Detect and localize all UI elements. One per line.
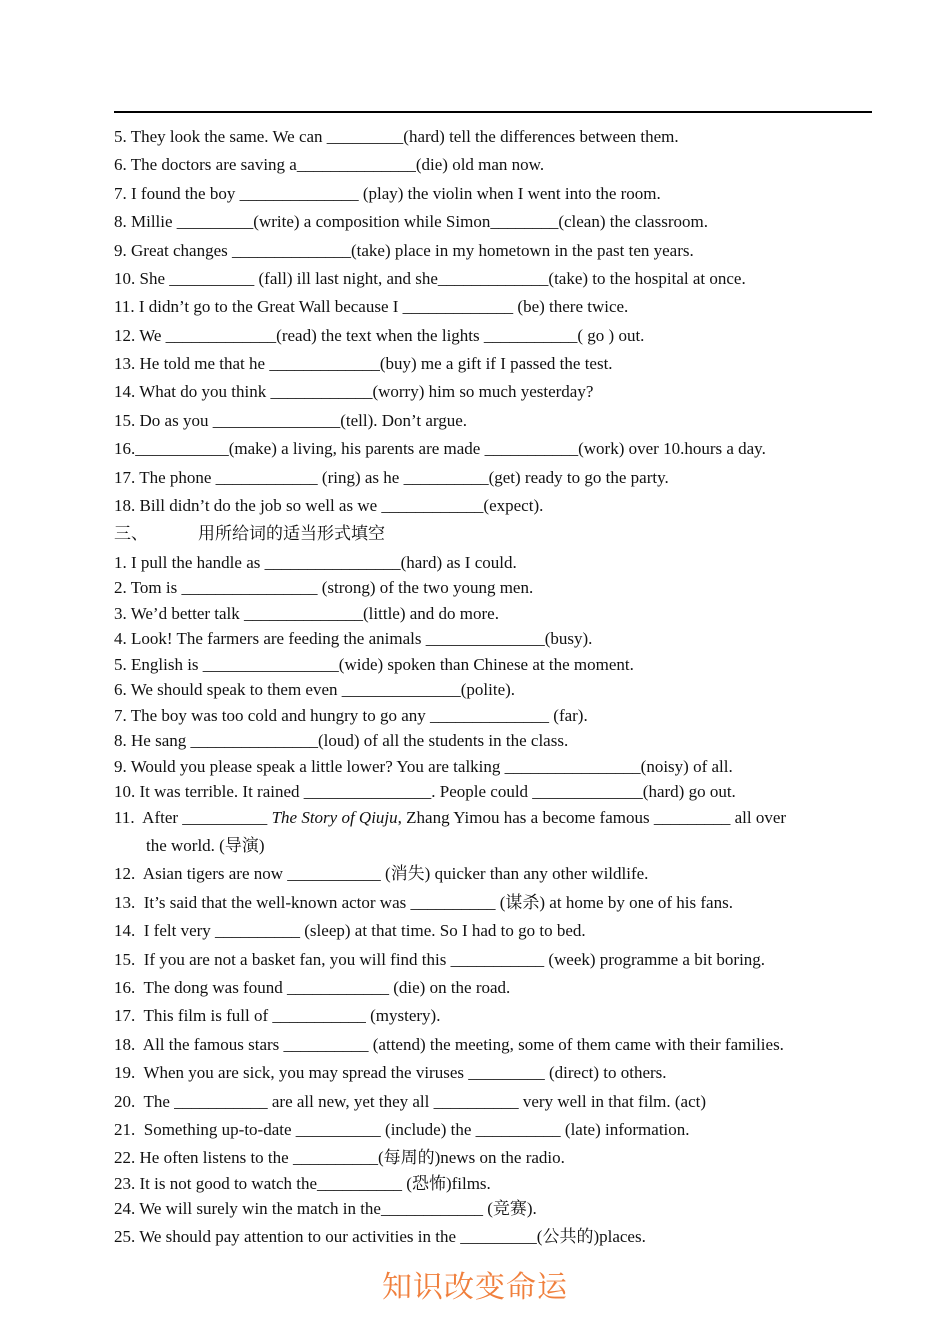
item-11-end: , Zhang Yimou has a become famous _________ all over	[397, 808, 787, 827]
exercise-b-item-6: 6. We should speak to them even ______________(polite).	[114, 680, 516, 699]
header-rule	[114, 111, 872, 113]
exercise-b-item-2: 2. Tom is ________________ (strong) of the two young men.	[114, 578, 534, 597]
exercise-b-item-14: 14. I felt very __________ (sleep) at that time. So I had to go to bed.	[114, 921, 586, 940]
exercise-a-item-9: 9. Great changes ______________(take) place in my hometown in the past ten years.	[114, 241, 694, 260]
exercise-a-item-5: 5. They look the same. We can _________(hard) tell the differences between them.	[114, 127, 679, 146]
exercise-a-item-14: 14. What do you think ____________(worry) him so much yesterday?	[114, 382, 594, 401]
exercise-a-item-6: 6. The doctors are saving a______________(die) old man now.	[114, 155, 545, 174]
section-title: 用所给词的适当形式填空	[198, 524, 385, 543]
exercise-b-item-16: 16. The dong was found ____________ (die) on the road.	[114, 978, 511, 997]
exercise-b-item-13: 13. It’s said that the well-known actor was __________ (谋杀) at home by one of his fans.	[114, 893, 733, 912]
item-11-start: 11. After __________	[114, 808, 272, 827]
exercise-b-item-3: 3. We’d better talk ______________(little) and do more.	[114, 604, 499, 623]
exercise-b-item-1: 1. I pull the handle as ________________(hard) as I could.	[114, 553, 517, 572]
exercise-a-item-12: 12. We _____________(read) the text when the lights ___________( go ) out.	[114, 326, 645, 345]
exercise-a-item-18: 18. Bill didn’t do the job so well as we ____________(expect).	[114, 496, 544, 515]
section-three-heading	[114, 524, 385, 544]
exercise-b-item-18: 18. All the famous stars __________ (attend) the meeting, some of them came with their families.	[114, 1035, 784, 1054]
exercise-b-item-10: 10. It was terrible. It rained _______________. People could _____________(hard) go out.	[114, 782, 736, 801]
film-title: The Story of Qiuju	[271, 808, 398, 827]
exercise-a-item-15: 15. Do as you _______________(tell). Don’t argue.	[114, 411, 468, 430]
exercise-a-item-17: 17. The phone ____________ (ring) as he __________(get) ready to go the party.	[114, 468, 669, 487]
exercise-b-item-4: 4. Look! The farmers are feeding the animals ______________(busy).	[114, 629, 593, 648]
exercise-b-item-24: 24. We will surely win the match in the____________ (竞赛).	[114, 1199, 537, 1218]
exercise-b-item-15: 15. If you are not a basket fan, you will find this ___________ (week) programme a bit boring.	[114, 950, 766, 969]
exercise-b-item-17: 17. This film is full of ___________ (mystery).	[114, 1006, 441, 1025]
section-number: 三、	[114, 524, 148, 543]
exercise-a-item-10: 10. She __________ (fall) ill last night, and she_____________(take) to the hospital at once.	[114, 269, 746, 288]
exercise-b-item-25: 25. We should pay attention to our activities in the _________(公共的)places.	[114, 1227, 646, 1246]
exercise-b-item-23: 23. It is not good to watch the__________ (恐怖)films.	[114, 1174, 491, 1193]
exercise-b-item-11	[114, 808, 786, 828]
exercise-a-item-16: 16.___________(make) a living, his parents are made ___________(work) over 10.hours a day.	[114, 439, 766, 458]
exercise-a-item-7: 7. I found the boy ______________ (play) the violin when I went into the room.	[114, 184, 661, 203]
exercise-b-item-20: 20. The ___________ are all new, yet they all __________ very well in that film. (act)	[114, 1092, 707, 1111]
exercise-a-item-13: 13. He told me that he _____________(buy) me a gift if I passed the test.	[114, 354, 613, 373]
exercise-b-item-7: 7. The boy was too cold and hungry to go any ______________ (far).	[114, 706, 588, 725]
footer-slogan: 知识改变命运	[382, 1270, 568, 1305]
exercise-b-item-11-continued: the world. (导演)	[146, 836, 265, 855]
exercise-b-item-12: 12. Asian tigers are now ___________ (消失) quicker than any other wildlife.	[114, 864, 649, 883]
exercise-b-item-19: 19. When you are sick, you may spread the viruses _________ (direct) to others.	[114, 1063, 667, 1082]
exercise-a-item-11: 11. I didn’t go to the Great Wall because I _____________ (be) there twice.	[114, 297, 629, 316]
exercise-b-item-5: 5. English is ________________(wide) spoken than Chinese at the moment.	[114, 655, 634, 674]
exercise-b-item-9: 9. Would you please speak a little lower? You are talking ________________(noisy) of all.	[114, 757, 733, 776]
exercise-b-item-22: 22. He often listens to the __________(每周的)news on the radio.	[114, 1148, 565, 1167]
exercise-b-item-21: 21. Something up-to-date __________ (include) the __________ (late) information.	[114, 1120, 690, 1139]
exercise-b-item-8: 8. He sang _______________(loud) of all the students in the class.	[114, 731, 569, 750]
exercise-a-item-8: 8. Millie _________(write) a composition while Simon________(clean) the classroom.	[114, 212, 708, 231]
